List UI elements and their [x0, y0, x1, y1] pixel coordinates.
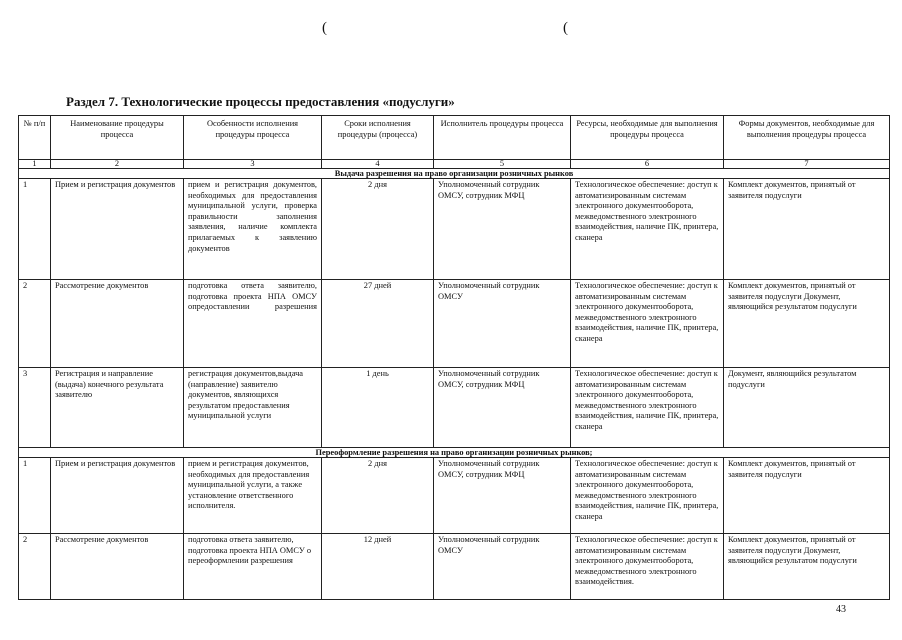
col-header-num: № п/п [19, 116, 51, 160]
section-row-issue [19, 169, 890, 179]
header-row [19, 116, 890, 160]
col-header-term: Сроки исполнения процедуры (процесса) [322, 116, 434, 160]
col-number: 7 [724, 160, 890, 169]
col-number: 1 [19, 160, 51, 169]
cell-executor: Уполномоченный сотрудник ОМСУ [434, 534, 571, 600]
cell-term: 1 день [322, 368, 434, 448]
cell-term: 2 дня [322, 458, 434, 534]
section-title: Раздел 7. Технологические процессы предоставления «подуслуги» [66, 94, 455, 109]
cell-term: 12 дней [322, 534, 434, 600]
cell-features: прием и регистрация документов, необходимых для предоставления муниципальной услуги, а также установление ответственного исполнителя. [184, 458, 322, 534]
table-row [19, 179, 890, 280]
col-number: 3 [184, 160, 322, 169]
cell-executor: Уполномоченный сотрудник ОМСУ [434, 280, 571, 368]
cell-term: 27 дней [322, 280, 434, 368]
cell-resources: Технологическое обеспечение: доступ к автоматизированным системам электронного документооборота, межведомственного электронного взаимодействия, наличие ПК, принтера, сканера [571, 458, 724, 534]
right-parenthesis-mark: ( [563, 20, 568, 36]
col-header-resources: Ресурсы, необходимые для выполнения процедуры процесса [571, 116, 724, 160]
cell-num: 1 [19, 458, 51, 534]
table-row [19, 280, 890, 368]
process-table [18, 115, 890, 600]
cell-name: Рассмотрение документов [51, 534, 184, 600]
table-row [19, 534, 890, 600]
cell-resources: Технологическое обеспечение: доступ к автоматизированным системам электронного документооборота, межведомственного электронного взаимодействия, наличие ПК, принтера, сканера [571, 280, 724, 368]
cell-num: 2 [19, 534, 51, 600]
cell-name: Прием и регистрация документов [51, 458, 184, 534]
cell-features: подготовка ответа заявителю, подготовка проекта НПА ОМСУ о переоформлении разрешения [184, 534, 322, 600]
cell-forms: Комплект документов, принятый от заявителя подуслуги Документ, являющийся результатом подуслуги [724, 280, 890, 368]
cell-num: 2 [19, 280, 51, 368]
cell-resources: Технологическое обеспечение: доступ к автоматизированным системам электронного документооборота, межведомственного электронного взаимодействия. [571, 534, 724, 600]
col-number: 2 [51, 160, 184, 169]
cell-name: Прием и регистрация документов [51, 179, 184, 280]
cell-features: прием и регистрация документов, необходимых для предоставления муниципальной услуги, проверка правильности заполнения заявления, наличие комплекта прилагаемых к заявлению документов [184, 179, 322, 280]
col-number: 5 [434, 160, 571, 169]
page-number: 43 [836, 604, 846, 615]
cell-num: 3 [19, 368, 51, 448]
section-heading: Выдача разрешения на право организации розничных рынков [19, 169, 890, 179]
cell-forms: Комплект документов, принятый от заявителя подуслуги [724, 179, 890, 280]
col-header-name: Наименование процедуры процесса [51, 116, 184, 160]
cell-term: 2 дня [322, 179, 434, 280]
cell-resources: Технологическое обеспечение: доступ к автоматизированным системам электронного документооборота, межведомственного электронного взаимодействия, наличие ПК, принтера, сканера [571, 368, 724, 448]
cell-executor: Уполномоченный сотрудник ОМСУ, сотрудник МФЦ [434, 458, 571, 534]
col-number: 4 [322, 160, 434, 169]
cell-name: Регистрация и направление (выдача) конечного результата заявителю [51, 368, 184, 448]
section-heading: Переоформление разрешения на право организации розничных рынков; [19, 448, 890, 458]
col-header-executor: Исполнитель процедуры процесса [434, 116, 571, 160]
cell-features: регистрация документов,выдача (направление) заявителю документов, являющихся результатом предоставления муниципальной услуги [184, 368, 322, 448]
cell-name: Рассмотрение документов [51, 280, 184, 368]
cell-forms: Комплект документов, принятый от заявителя подуслуги Документ, являющийся результатом подуслуги [724, 534, 890, 600]
cell-executor: Уполномоченный сотрудник ОМСУ, сотрудник МФЦ [434, 179, 571, 280]
cell-num: 1 [19, 179, 51, 280]
cell-executor: Уполномоченный сотрудник ОМСУ, сотрудник МФЦ [434, 368, 571, 448]
section-row-reissue [19, 448, 890, 458]
table-row [19, 458, 890, 534]
col-number: 6 [571, 160, 724, 169]
col-header-forms: Формы документов, необходимые для выполнения процедуры процесса [724, 116, 890, 160]
column-number-row [19, 160, 890, 169]
table-row [19, 368, 890, 448]
cell-resources: Технологическое обеспечение: доступ к автоматизированным системам электронного документооборота, межведомственного электронного взаимодействия, наличие ПК, принтера, сканера [571, 179, 724, 280]
col-header-features: Особенности исполнения процедуры процесса [184, 116, 322, 160]
cell-forms: Документ, являющийся результатом подуслуги [724, 368, 890, 448]
cell-forms: Комплект документов, принятый от заявителя подуслуги [724, 458, 890, 534]
cell-features: подготовка ответа заявителю, подготовка проекта НПА ОМСУ опредоставлении разрешения [184, 280, 322, 368]
left-parenthesis-mark: ( [322, 20, 327, 36]
